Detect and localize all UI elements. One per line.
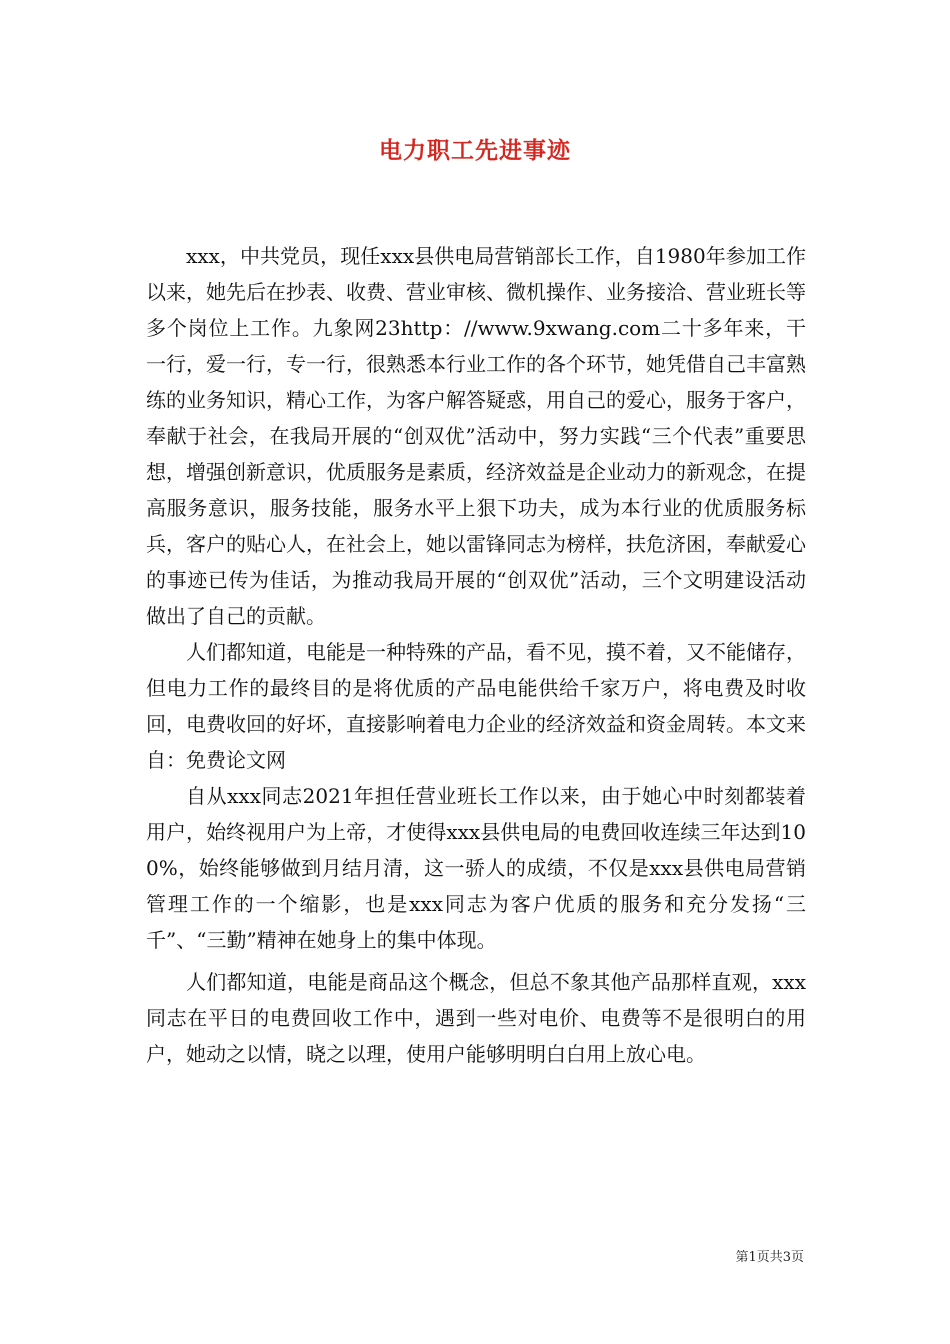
paragraph-3: 自从xxx同志2021年担任营业班长工作以来，由于她心中时刻都装着用户，始终视用户为上帝，才使得xxx县供电局的电费回收连续三年达到100%，始终能够做到月结月清，这一骄人的成绩，不仅是xxx县供电局营销管理工作的一个缩影，也是xxx同志为客户优质的服务和充分发扬“三千”、“三勤”精神在她身上的集中体现。: [146, 784, 806, 952]
paragraph-1: xxx，中共党员，现任xxx县供电局营销部长工作，自1980年参加工作以来，她先后在抄表、收费、营业审核、微机操作、业务接洽、营业班长等多个岗位上工作。九象网23http：//www.9xwang.com二十多年来，干一行，爱一行，专一行，很熟悉本行业工作的各个环节，她凭借自己丰富熟练的业务知识，精心工作，为客户解答疑惑，用自己的爱心，服务于客户，奉献于社会，在我局开展的“创双优”活动中，努力实践“三个代表”重要思想，增强创新意识，优质服务是素质，经济效益是企业动力的新观念，在提高服务意识，服务技能，服务水平上狠下功夫，成为本行业的优质服务标兵，客户的贴心人，在社会上，她以雷锋同志为榜样，扶危济困，奉献爱心的事迹已传为佳话，为推动我局开展的“创双优”活动，三个文明建设活动做出了自己的贡献。: [146, 244, 806, 628]
document-body: [146, 238, 806, 1072]
paragraph-2: 人们都知道，电能是一种特殊的产品，看不见，摸不着，又不能储存，但电力工作的最终目的是将优质的产品电能供给千家万户，将电费及时收回，电费收回的好坏，直接影响着电力企业的经济效益和资金周转。本文来自：免费论文网: [146, 640, 806, 772]
paragraph-4: 人们都知道，电能是商品这个概念，但总不象其他产品那样直观，xxx同志在平日的电费回收工作中，遇到一些对电价、电费等不是很明白的用户，她动之以情，晓之以理，使用户能够明明白白用上放心电。: [146, 970, 806, 1066]
page-number-footer: 第1页共3页: [735, 1250, 804, 1265]
document-title: 电力职工先进事迹: [379, 137, 571, 164]
